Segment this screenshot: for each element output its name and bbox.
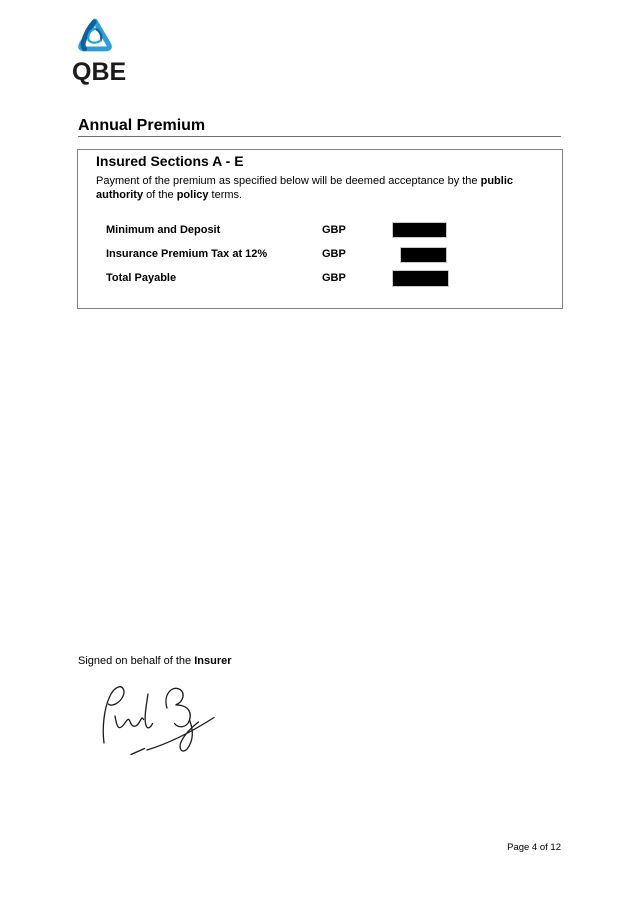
currency-label: GBP: [322, 224, 346, 236]
intro-bold-public-authority: public authority: [96, 175, 513, 201]
row-label: Minimum and Deposit: [106, 224, 221, 236]
handwritten-signature: [95, 680, 225, 765]
intro-text-3: terms.: [208, 189, 243, 201]
redacted-value: [400, 247, 447, 263]
brand-logo-text: QBE: [72, 58, 127, 86]
page-number: Page 4 of 12: [507, 842, 561, 853]
redacted-value: [392, 222, 447, 238]
premium-row-minimum-deposit: [78, 222, 562, 240]
signed-caption: [78, 655, 232, 667]
insured-sections-box: [77, 149, 563, 309]
title-rule: [78, 136, 561, 137]
signed-caption-insurer: Insurer: [194, 655, 232, 667]
intro-bold-policy: policy: [176, 189, 209, 201]
brand-logo: [72, 16, 132, 85]
redacted-value: [392, 270, 449, 287]
intro-text-2: of the: [143, 189, 177, 201]
qbe-knot-icon: [77, 16, 132, 59]
row-label: Total Payable: [106, 272, 177, 284]
currency-label: GBP: [322, 248, 346, 260]
page-title: Annual Premium: [78, 117, 206, 134]
section-intro-paragraph: [96, 174, 560, 202]
section-heading: Insured Sections A - E: [96, 153, 244, 169]
premium-row-insurance-tax: [78, 246, 562, 264]
premium-row-total-payable: [78, 270, 562, 288]
signed-caption-text: Signed on behalf of the: [78, 655, 195, 667]
row-label: Insurance Premium Tax at 12%: [106, 248, 268, 260]
currency-label: GBP: [322, 272, 346, 284]
intro-text-1: Payment of the premium as specified below will be deemed acceptance by the: [96, 175, 481, 187]
